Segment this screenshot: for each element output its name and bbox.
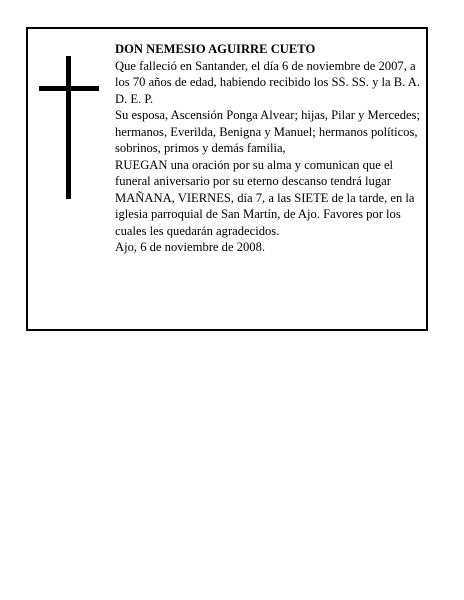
obituary-notice — [26, 27, 428, 331]
deceased-name: DON NEMESIO AGUIRRE CUETO — [115, 42, 316, 56]
notice-body — [115, 41, 421, 256]
place-and-date: Ajo, 6 de noviembre de 2008. — [115, 240, 266, 254]
cross-icon — [39, 56, 99, 199]
death-info: Que falleció en Santander, el día 6 de noviembre de 2007, a los 70 años de edad, habiendo recibido los SS. SS. y la B. A. — [115, 58, 421, 89]
funeral-request: RUEGAN una oración por su alma y comunican que el funeral aniversario por su eterno descanso tendrá lugar MAÑANA, VIERNES, día 7, a las SIETE de la tarde, en la iglesia parroquial de San Martín, de Ajo. Favores por los cuales les quedarán agradecidos. — [115, 157, 415, 238]
cross-vertical-bar — [66, 56, 71, 199]
family-list: Su esposa, Ascensión Ponga Alvear; hijas, Pilar y Mercedes; hermanos, Everilda, Benigna y Manuel; hermanos políticos, sobrinos, primos y demás familia, — [115, 108, 420, 155]
rip-line: D. E. P. — [115, 91, 154, 106]
cross-horizontal-bar — [39, 86, 99, 91]
